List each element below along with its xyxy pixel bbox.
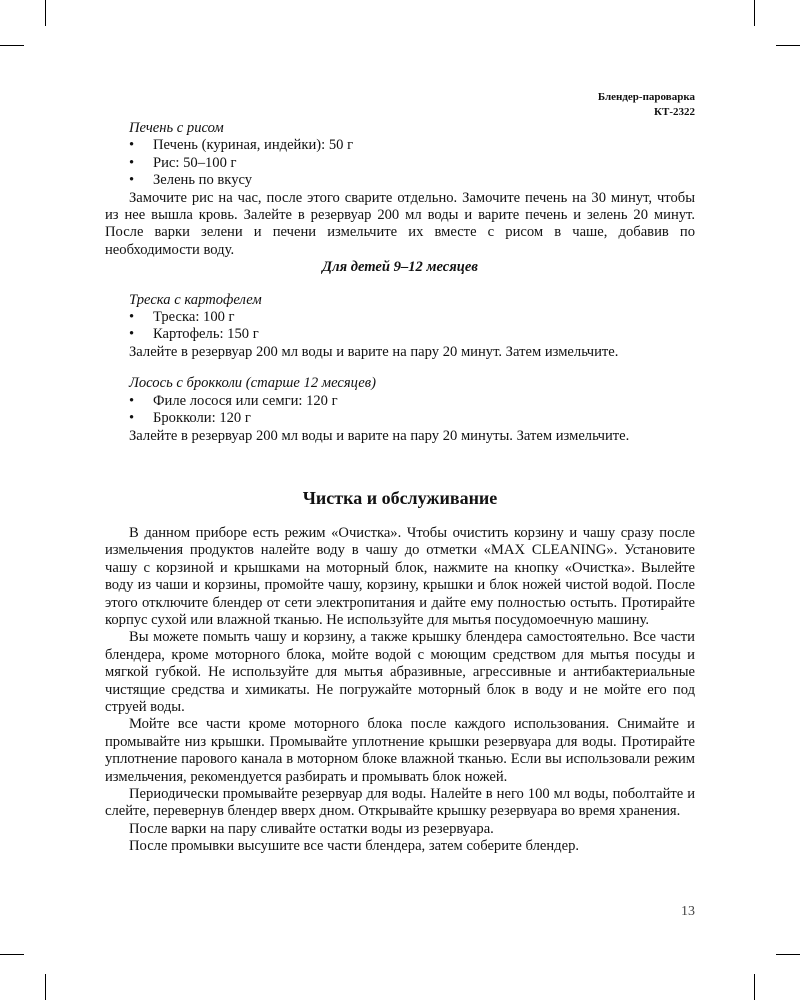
recipe-text: Залейте в резервуар 200 мл воды и варите на пару 20 минут. Затем измельчите.	[129, 343, 619, 360]
recipe-title: Печень с рисом	[129, 120, 224, 136]
ingredient-item: • Филе лосося или семги: 120 г	[105, 393, 695, 410]
recipe-title: Треска с картофелем	[129, 291, 262, 308]
ingredient-item: • Рис: 50–100 г	[105, 155, 695, 172]
recipe-title: Лосось с брокколи (старше 12 месяцев)	[129, 375, 376, 392]
recipe-text: Замочите рис на час, после этого сварите отдельно. Замочите печень на 30 минут, чтобы из нее вышла кровь. Залейте в резервуар 200 мл воды и варите печень и зелень 20 минут. После варки зелени и печени измельчите их вместе с рисом в чаше, добавив по необходимости воду.	[105, 189, 695, 258]
crop-mark	[754, 0, 755, 26]
recipe-text: Залейте в резервуар 200 мл воды и варите на пару 20 минуты. Затем измельчите.	[129, 427, 630, 444]
crop-mark	[45, 974, 46, 1000]
cleaning-paragraph: Вы можете помыть чашу и корзину, а также крышку блендера самостоятельно. Все части блендера, кроме моторного блока, мойте водой с моющим средством для мытья посуды и мягкой губкой. Не используйте для мытья абразивные, агрессивные и антибактериальные чистящие средства и химикаты. Не погружайте моторный блок в воду и не мойте его под струей воды.	[105, 629, 695, 715]
ingredient-item: • Печень (куриная, индейки): 50 г	[105, 137, 695, 154]
running-header	[598, 90, 695, 120]
ingredient-item: • Брокколи: 120 г	[105, 410, 695, 427]
cleaning-paragraph: После варки на пару сливайте остатки воды из резервуара.	[129, 820, 494, 837]
ingredient-item: • Зелень по вкусу	[105, 172, 695, 189]
cleaning-paragraph: Периодически промывайте резервуар для воды. Налейте в него 100 мл воды, поболтайте и слейте, перевернув блендер вверх дном. Открывайте крышку резервуара во время хранения.	[105, 786, 695, 820]
page-number: 13	[681, 904, 695, 919]
header-product: Блендер-пароварка	[597, 91, 695, 103]
ingredient-list	[105, 137, 695, 189]
ingredient-item: • Картофель: 150 г	[105, 326, 695, 343]
ingredient-item: • Треска: 100 г	[105, 309, 695, 326]
crop-mark	[45, 0, 46, 26]
header-model: КТ-2322	[654, 106, 695, 118]
page-content	[105, 120, 695, 856]
cleaning-paragraph: После промывки высушите все части блендера, затем соберите блендер.	[129, 838, 580, 855]
crop-mark	[754, 974, 755, 1000]
crop-mark	[0, 45, 24, 46]
age-heading: Для детей 9–12 месяцев	[322, 259, 478, 276]
ingredient-list	[105, 309, 695, 344]
crop-mark	[776, 954, 800, 955]
ingredient-list	[105, 393, 695, 428]
crop-mark	[0, 954, 24, 955]
section-title: Чистка и обслуживание	[302, 487, 498, 508]
cleaning-paragraph: Мойте все части кроме моторного блока после каждого использования. Снимайте и промывайте низ крышки. Промывайте уплотнение крышки резервуара для воды. Протирайте уплотнение парового канала в моторном блоке влажной тканью. Если вы использовали режим измельчения, рекомендуется разбирать и промывать блок ножей.	[105, 716, 695, 785]
crop-mark	[776, 45, 800, 46]
cleaning-paragraph: В данном приборе есть режим «Очистка». Чтобы очистить корзину и чашу сразу после измельчения продуктов налейте воду в чашу до отметки «MAX CLEANING». Установите чашу с корзиной и крышками на моторный блок, нажмите на кнопку «Очистка». Вылейте воду из чаши и корзины, промойте чашу, корзину, крышки и блок ножей чистой водой. После этого отключите блендер от сети электропитания и дайте ему полностью остыть. Протирайте корпус сухой или влажной тканью. Не используйте для мытья посудомоечную машину.	[105, 524, 695, 628]
